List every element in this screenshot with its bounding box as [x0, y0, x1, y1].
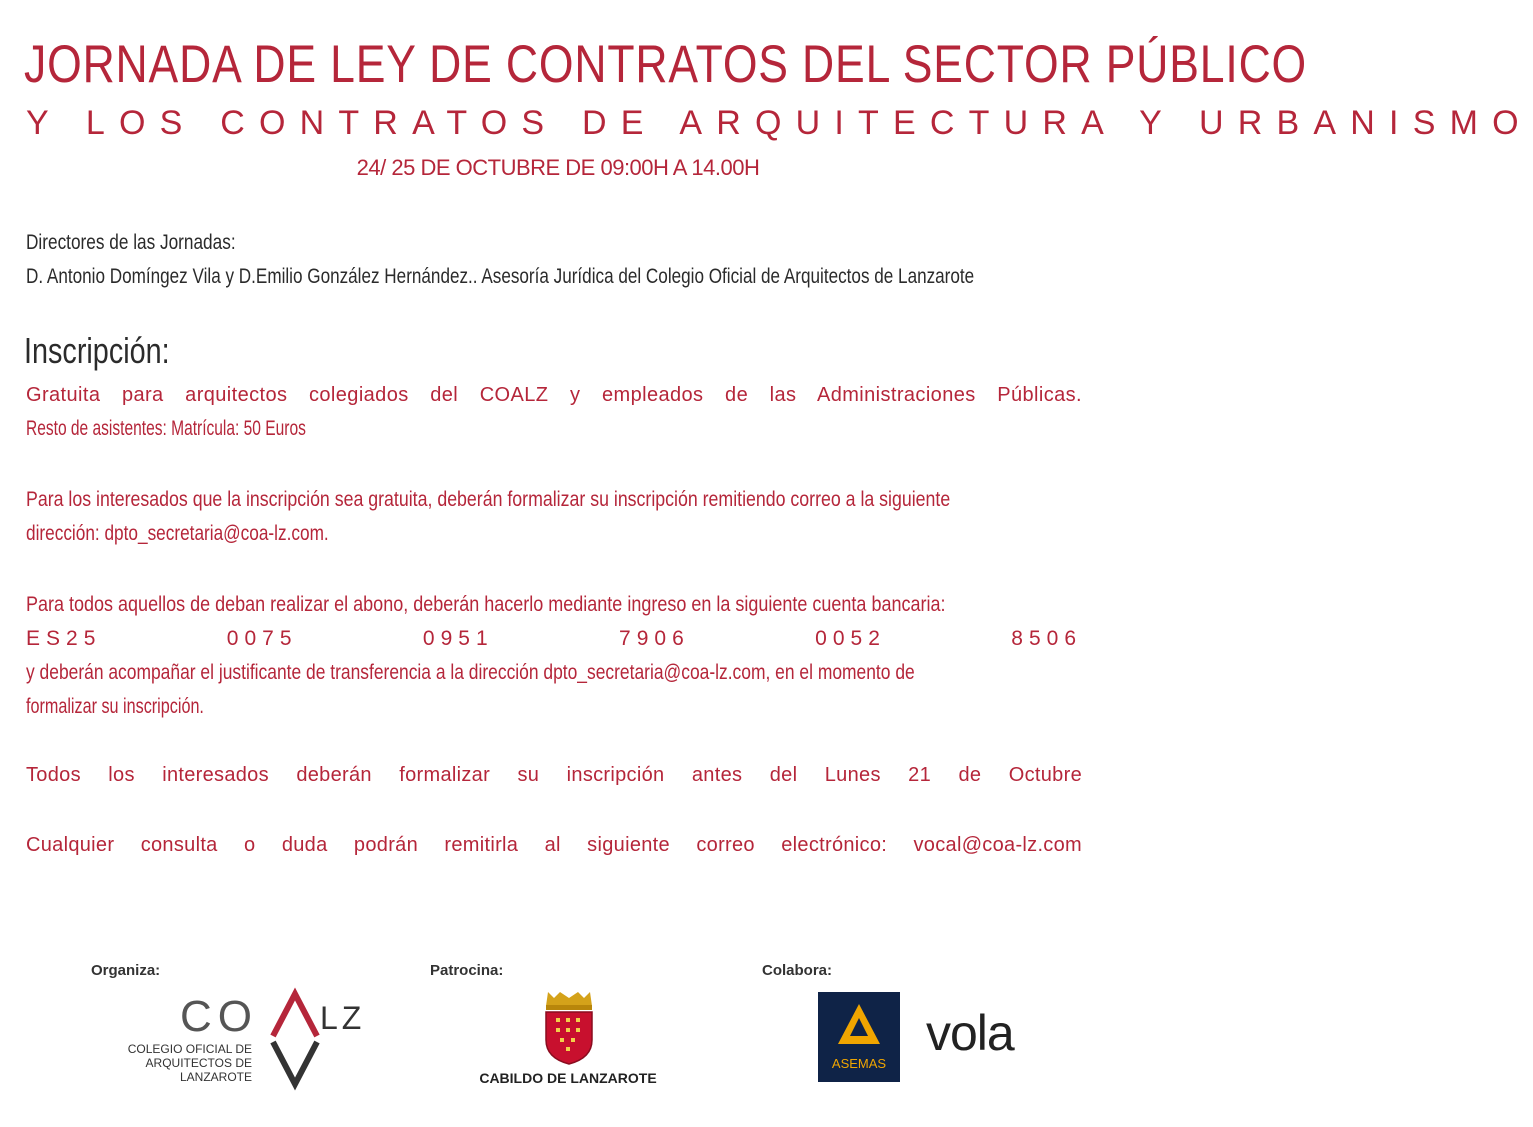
asemas-name: ASEMAS — [831, 1056, 887, 1071]
cabildo-logo — [470, 988, 670, 1088]
pay-line-2: y deberán acompañar el justificante de transferencia a la dirección dpto_secretaria@coa-lz.com, en el momento de — [26, 661, 915, 684]
directors-label: Directores de las Jornadas: — [26, 231, 236, 254]
contact — [26, 828, 1082, 862]
free-procedure — [26, 483, 1082, 551]
iban-part: ES25 — [26, 627, 102, 650]
iban-part: 7906 — [619, 627, 690, 650]
contact-line: Cualquier consulta o duda podrán remitirla al siguiente correo electrónico: vocal@coa-lz.com — [26, 834, 1082, 856]
event-title: JORNADA DE LEY DE CONTRATOS DEL SECTOR PÚBLICO — [24, 35, 1308, 94]
deadline-line: Todos los interesados deberán formalizar su inscripción antes del Lunes 21 de Octubre — [26, 764, 1082, 786]
free-line: Gratuita para arquitectos colegiados del COALZ y empleados de las Administraciones Públicas. — [26, 384, 1082, 406]
vola-name: vola — [926, 1005, 1014, 1061]
event-subtitle: Y LOS CONTRATOS DE ARQUITECTURA Y URBANISMO — [26, 104, 1533, 142]
coalz-lz-text: LZ — [320, 1000, 366, 1036]
iban-part: 0052 — [815, 627, 886, 650]
coalz-logo — [120, 990, 370, 1090]
deadline — [26, 758, 1082, 792]
iban-part: 0075 — [226, 627, 298, 650]
iban-part: 0951 — [422, 627, 494, 650]
payment-section — [26, 588, 1082, 724]
inscription-heading: Inscripción: — [24, 330, 170, 371]
cabildo-name: CABILDO DE LANZAROTE — [479, 1070, 657, 1086]
fee-line: Resto de asistentes: Matrícula: 50 Euros — [26, 417, 306, 440]
asemas-triangle-icon — [836, 1002, 882, 1046]
inscription-section — [26, 378, 1082, 446]
pay-line-3: formalizar su inscripción. — [26, 695, 204, 718]
directors-section — [26, 226, 1082, 294]
free-proc-line-1: Para los interesados que la inscripción sea gratuita, deberán formalizar su inscripción remitiendo correo a la siguiente — [26, 488, 951, 511]
colabora-label: Colabora: — [762, 962, 833, 979]
vola-logo — [926, 1004, 1014, 1062]
free-proc-line-2: dirección: dpto_secretaria@coa-lz.com. — [26, 522, 329, 545]
patrocina-label: Patrocina: — [430, 962, 504, 979]
event-dates: 24/ 25 DE OCTUBRE DE 09:00H A 14.00H — [356, 155, 760, 180]
iban-part: 8506 — [1011, 627, 1082, 650]
asemas-logo — [818, 992, 900, 1082]
coat-of-arms-icon — [538, 988, 600, 1066]
coalz-caption: COLEGIO OFICIAL DE ARQUITECTOS DE LANZAROTE — [127, 1042, 252, 1084]
coalz-co-text: CO — [180, 992, 258, 1041]
coalz-chevron-icon — [265, 990, 325, 1090]
organiza-label: Organiza: — [91, 962, 161, 979]
pay-line-1: Para todos aquellos de deban realizar el abono, deberán hacerlo mediante ingreso en la siguiente cuenta bancaria: — [26, 593, 946, 616]
directors-names: D. Antonio Domíngez Vila y D.Emilio González Hernández.. Asesoría Jurídica del Colegio Oficial de Arquitectos de Lanzarote — [26, 265, 975, 288]
iban — [26, 622, 1082, 656]
